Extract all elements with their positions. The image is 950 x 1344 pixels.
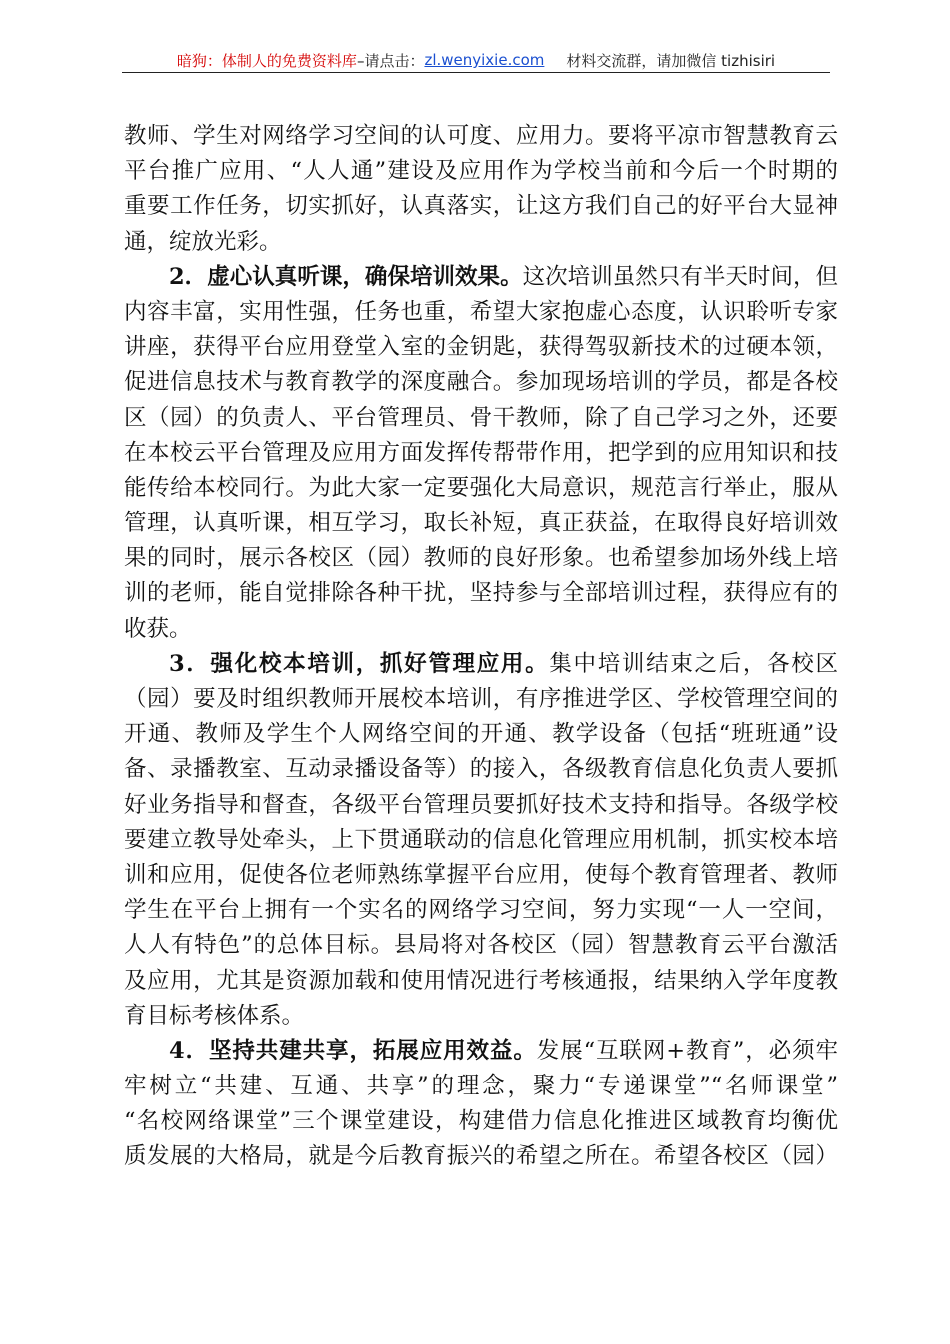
text-line: 质发展的大格局，就是今后教育振兴的希望之所在。希望各校区（园） bbox=[124, 1143, 838, 1170]
text-run: 发展“互联网+教育”，必须牢 bbox=[536, 1037, 838, 1064]
header-link[interactable]: zl.wenyixie.com bbox=[424, 51, 545, 69]
text-line: 讲座，获得平台应用登堂入室的金钥匙，获得驾驭新技术的过硬本领， bbox=[124, 334, 838, 361]
text-line: 人人有特色”的总体目标。县局将对各校区（园）智慧教育云平台激活 bbox=[124, 932, 838, 959]
document-body bbox=[124, 119, 838, 1175]
text-line: （园）要及时组织教师开展校本培训，有序推进学区、学校管理空间的 bbox=[124, 686, 838, 712]
paragraph-first-line bbox=[124, 647, 838, 682]
paragraph-first-line bbox=[124, 1034, 838, 1069]
paragraph-2 bbox=[124, 260, 838, 647]
text-line: 训和应用，促使各位老师熟练掌握平台应用，使每个教育管理者、教师 bbox=[124, 861, 838, 888]
text-line: 训的老师，能自觉排除各种干扰，坚持参与全部培训过程，获得应有的 bbox=[124, 580, 838, 607]
text-line: 育目标考核体系。 bbox=[124, 1002, 305, 1029]
text-line: 平台推广应用、“人人通”建设及应用作为学校当前和今后一个时期的 bbox=[124, 158, 838, 185]
text-line: 在本校云平台管理及应用方面发挥传帮带作用，把学到的应用知识和技 bbox=[124, 439, 838, 466]
paragraph-4 bbox=[124, 1034, 838, 1175]
text-line: 开通、教师及学生个人网络空间的开通、教学设备（包括“班班通”设 bbox=[124, 721, 838, 748]
text-line: 牢树立“共建、互通、共享”的理念，聚力“专递课堂”“名师课堂” bbox=[124, 1073, 838, 1100]
text-line: 管理，认真听课，相互学习，取长补短，真正获益，在取得良好培训效 bbox=[124, 510, 838, 537]
paragraph-heading: 4．坚持共建共享，拓展应用效益。 bbox=[169, 1037, 537, 1064]
paragraph-heading: 3．强化校本培训，抓好管理应用。 bbox=[169, 650, 550, 677]
text-line: 通，绽放光彩。 bbox=[124, 228, 282, 255]
paragraph-3 bbox=[124, 647, 838, 1034]
text-run: 集中培训结束之后，各校区 bbox=[549, 650, 838, 677]
header-divider bbox=[122, 72, 830, 73]
paragraph-heading: 2．虚心认真听课，确保培训效果。 bbox=[169, 263, 523, 290]
page-header bbox=[122, 48, 830, 72]
text-run: 这次培训虽然只有半天时间，但 bbox=[522, 263, 838, 290]
text-line: “名校网络课堂”三个课堂建设，构建借力信息化推进区域教育均衡优 bbox=[124, 1108, 838, 1135]
header-brand: 暗狗：体制人的免费资料库 bbox=[176, 51, 357, 70]
paragraph-first-line bbox=[124, 260, 838, 295]
text-line: 重要工作任务，切实抓好，认真落实，让这方我们自己的好平台大显神 bbox=[124, 193, 838, 220]
text-line: 收获。 bbox=[124, 615, 192, 642]
header-contact: 材料交流群，请加微信 tizhisiri bbox=[566, 51, 776, 70]
text-line: 内容丰富，实用性强，任务也重，希望大家抱虚心态度，认识聆听专家 bbox=[124, 298, 838, 325]
text-line: 区（园）的负责人、平台管理员、骨干教师，除了自己学习之外，还要 bbox=[124, 404, 838, 431]
paragraph-1 bbox=[124, 119, 838, 260]
header-prompt: –请点击： bbox=[356, 51, 425, 70]
text-line: 能传给本校同行。为此大家一定要强化大局意识，规范言行举止，服从 bbox=[124, 474, 838, 501]
text-line: 及应用，尤其是资源加载和使用情况进行考核通报，结果纳入学年度教 bbox=[124, 967, 838, 994]
text-line: 学生在平台上拥有一个实名的网络学习空间，努力实现“一人一空间， bbox=[124, 897, 838, 924]
text-line: 教师、学生对网络学习空间的认可度、应用力。要将平凉市智慧教育云 bbox=[124, 123, 838, 149]
text-line: 果的同时，展示各校区（园）教师的良好形象。也希望参加场外线上培 bbox=[124, 545, 838, 572]
text-line: 备、录播教室、互动录播设备等）的接入，各级教育信息化负责人要抓 bbox=[124, 756, 838, 783]
text-line: 好业务指导和督查，各级平台管理员要抓好技术支持和指导。各级学校 bbox=[124, 791, 838, 818]
text-line: 要建立教导处牵头，上下贯通联动的信息化管理应用机制，抓实校本培 bbox=[124, 826, 838, 853]
text-line: 促进信息技术与教育教学的深度融合。参加现场培训的学员，都是各校 bbox=[124, 369, 838, 396]
